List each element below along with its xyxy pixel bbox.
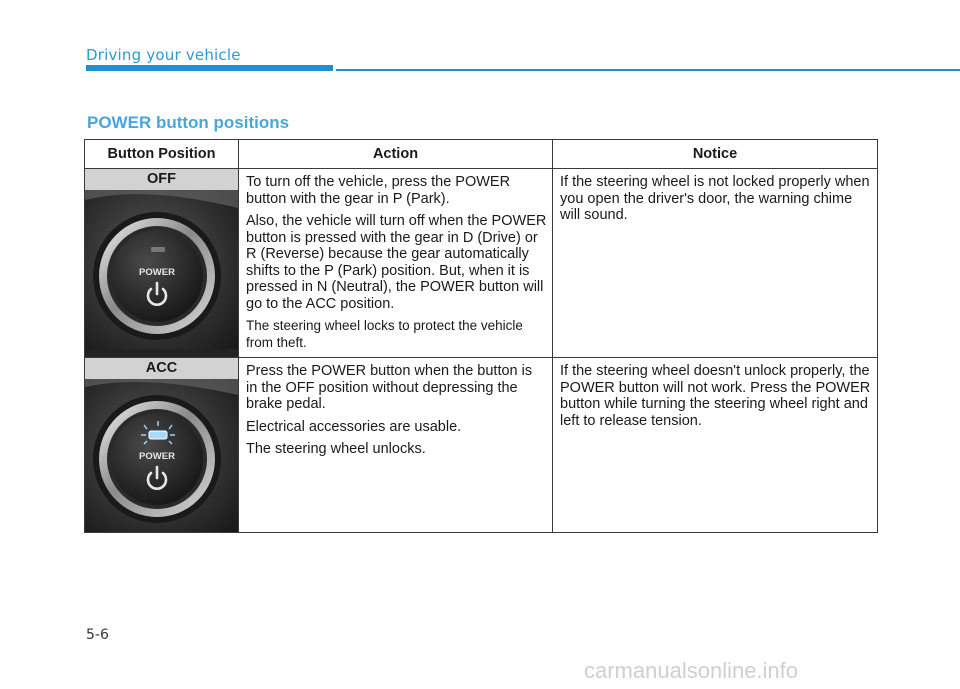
action-text: To turn off the vehicle, press the POWER button with the gear in P (Park). — [246, 174, 511, 207]
action-text: Press the POWER button when the button is in the OFF position without depressing the brake pedal. — [246, 363, 533, 412]
notice-text: If the steering wheel doesn't unlock properly, the POWER button will not work. Press the POWER button while turning the steering wheel right and left to release tension. — [560, 363, 871, 429]
page-number: 5-6 — [86, 627, 109, 643]
power-text-acc: POWER — [139, 451, 175, 462]
acc-indicator-off — [151, 247, 165, 252]
section-header-title: Driving your vehicle — [86, 46, 241, 64]
action-text: Electrical accessories are usable. — [246, 418, 462, 435]
watermark-text: carmanualsonline.info — [584, 658, 799, 683]
action-text: The steering wheel unlocks. — [246, 441, 426, 457]
page-title: POWER button positions — [87, 113, 290, 132]
power-button-off-image — [85, 190, 238, 349]
column-header-action: Action — [239, 140, 553, 169]
action-cell-acc — [239, 358, 553, 533]
table-header-row — [85, 140, 878, 169]
position-cell-off — [85, 169, 239, 358]
column-header-notice: Notice — [553, 140, 878, 169]
column-header-position: Button Position — [85, 140, 239, 169]
header-rule-accent — [86, 65, 333, 71]
notice-text: If the steering wheel is not locked properly when you open the driver's door, the warning chime will sound. — [560, 174, 870, 223]
position-label-off: OFF — [85, 169, 238, 190]
action-text: Also, the vehicle will turn off when the POWER button is pressed with the gear in D (Drive) or R (Reverse) because the gear automatically shifts to the P (Park) position. But, when it is pressed in N (Neutral), the POWER button will go to the ACC position. — [246, 213, 547, 312]
table-row-off — [85, 169, 878, 358]
position-cell-acc — [85, 358, 239, 533]
power-positions-table — [84, 139, 878, 533]
table-row-acc — [85, 358, 878, 533]
header-rule-line — [336, 69, 960, 71]
action-text: The steering wheel locks to protect the vehicle from theft. — [246, 318, 523, 350]
notice-cell-acc — [553, 358, 878, 533]
power-button-acc-image — [85, 379, 238, 532]
action-cell-off — [239, 169, 553, 358]
notice-cell-off — [553, 169, 878, 358]
position-label-acc: ACC — [85, 358, 238, 379]
power-text-off: POWER — [139, 267, 175, 278]
